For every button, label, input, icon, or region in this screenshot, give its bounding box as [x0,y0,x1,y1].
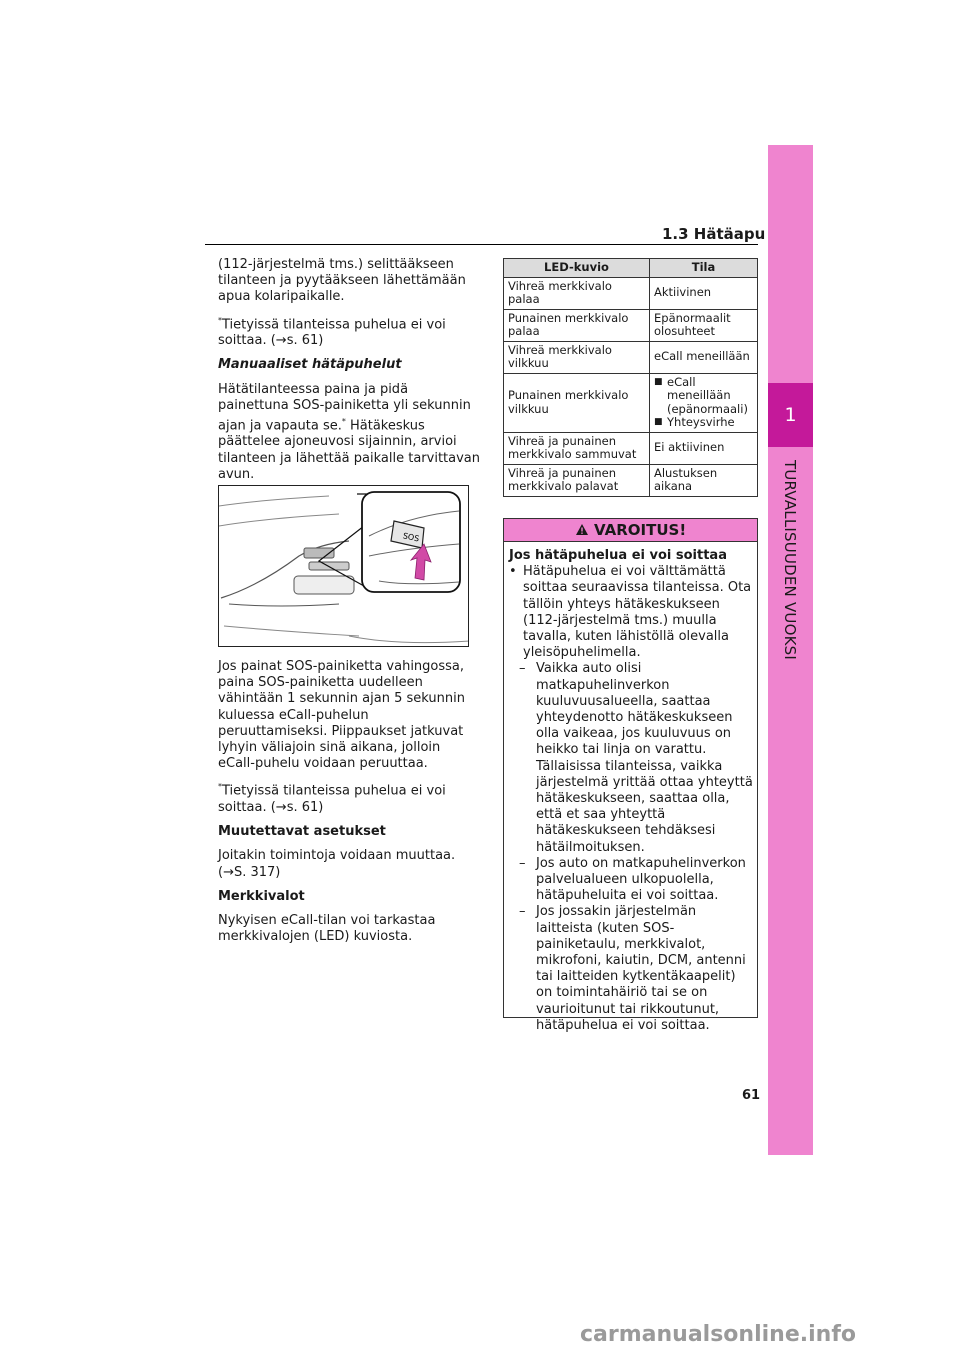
manual-text-b: Hätäkeskus päättelee ajoneuvosi sijainnin, arvioi tilanteen ja lähettää paikalle tarvittavan avun. [218,418,480,482]
table-cell-pattern: Vihreä merkkivalo vilkkuu [504,341,650,373]
state-list-text: eCall meneillään (epänormaali) [667,374,748,416]
warning-title: VAROITUS! [594,521,687,539]
table-cell-pattern: Vihreä merkkivalo palaa [504,277,650,309]
chapter-number-tab: 1 [768,383,813,447]
footnote-2-text: Tietyissä tilanteissa puhelua ei voi soittaa. (→s. 61) [218,783,446,815]
settings-text: Joitakin toimintoja voidaan muuttaa. (→S. 317) [218,848,456,880]
warning-dash-text: Jos jossakin järjestelmän laitteista (kuten SOS-painiketaulu, merkkivalot, mikrofoni, kaiutin, DCM, antenni tai laitteiden kytkentäkaapelit) on toimintahäiriö tai se on vaurioitunut tai rikkoutunut, hätäpuhelua ei voi soittaa. [536,904,746,1033]
warning-heading: Jos hätäpuhelua ei voi soittaa [509,548,727,563]
state-list-item [654,376,753,417]
settings-heading: Muutettavat asetukset [218,824,386,840]
manual-text [218,382,480,484]
overhead-console-drawing [219,486,469,647]
table-header-pattern: LED-kuvio [504,259,650,278]
dash-icon: – [519,904,526,920]
page-number: 61 [742,1088,761,1103]
warning-bullet [509,564,754,661]
footnote-1-text: Tietyissä tilanteissa puhelua ei voi soittaa. (→s. 61) [218,316,446,349]
table-cell-state: Alustuksen aikana [650,464,758,496]
dash-icon: – [519,661,526,677]
state-list-text: Yhteysvirhe [667,415,735,429]
table-header-row [504,259,758,278]
header-rule [205,244,758,245]
manual-heading: Manuaaliset hätäpuhelut [218,357,402,373]
table-cell-state: eCall meneillään [650,341,758,373]
warning-dash-text: Vaikka auto olisi matkapuhelinverkon kuuluvuusalueella, saattaa yhteydenotto hätäkeskukseen olla vaikeaa, jos kuuluvuus on heikko tai linja on varattu. Tällaisissa tilanteissa, vaikka järjestelmä yrittää ottaa yhteyttä hätäkeskukseen, saattaa olla, että et saa yhteyttä hätäkeskukseen tehdäksesi hätäilmoituksen. [536,661,753,855]
warning-dash-item [509,661,754,855]
footnote-mark: * [218,782,222,792]
footnote-mark: * [218,315,222,325]
footnote-2 [218,779,480,816]
table-cell-pattern: Vihreä ja punainen merkkivalo sammuvat [504,432,650,464]
table-cell-pattern: Punainen merkkivalo vilkkuu [504,373,650,432]
square-bullet-icon: ■ [654,376,663,387]
lights-heading: Merkkivalot [218,888,305,904]
table-row [504,309,758,341]
table-cell-state [650,373,758,432]
section-header: 1.3 Hätäapu [662,225,766,243]
left-column-top [218,257,480,483]
table-row [504,277,758,309]
left-column-bottom [218,659,480,945]
led-pattern-table [503,258,758,497]
square-bullet-icon: ■ [654,417,663,427]
warning-bullet-text: Hätäpuhelua ei voi välttämättä soittaa seuraavissa tilanteissa. Ota tällöin yhteys hätäkeskukseen (112-järjestelmä tms.) muulla tavalla, kuten lähistöllä olevalla yleisöpuhelimella. [523,564,752,661]
table-cell-pattern: Vihreä ja punainen merkkivalo palavat [504,464,650,496]
table-header-state: Tila [650,259,758,278]
intro-text: (112-järjestelmä tms.) selittääkseen tilanteen ja pyytääkseen lähettämään apua kolaripaikalle. [218,257,466,305]
footnote-1 [218,313,480,350]
warning-triangle-icon [575,523,589,536]
table-row [504,341,758,373]
footnote-mark: * [341,416,346,426]
table-cell-state: Ei aktiivinen [650,432,758,464]
table-row [504,373,758,432]
table-row [504,464,758,496]
accident-text: Jos painat SOS-painiketta vahingossa, paina SOS-painiketta uudelleen vähintään 1 sekunnin ajan 5 sekunnin kuluessa eCall-puhelun peruuttamiseksi. Piippaukset jatkuvat lyhyin väliajoin sinä aikana, jolloin eCall-puhelu voidaan peruuttaa. [218,659,465,772]
table-cell-state: Aktiivinen [650,277,758,309]
warning-content [509,548,754,1034]
table-cell-state: Epänormaalit olosuhteet [650,309,758,341]
watermark: carmanualsonline.info [580,1322,856,1347]
chapter-title: TURVALLISUUDEN VUOKSI [781,460,799,660]
lights-text: Nykyisen eCall-tilan voi tarkastaa merkkivalojen (LED) kuviosta. [218,912,436,945]
table-row [504,432,758,464]
warning-dash-text: Jos auto on matkapuhelinverkon palvelualueen ulkopuolella, hätäpuheluita ei voi soittaa. [536,855,746,904]
manual-text-a: Hätätilanteessa paina ja pidä painettuna SOS-painiketta yli sekunnin ajan ja vapauta se. [218,381,471,434]
bullet-dot-icon: • [509,564,517,580]
table-cell-pattern: Punainen merkkivalo palaa [504,309,650,341]
sos-label: SOS [402,531,421,544]
dash-icon: – [519,855,526,871]
warning-header [503,518,758,542]
state-list-item [654,416,753,430]
warning-dash-item [509,856,754,905]
warning-dash-item [509,904,754,1034]
sos-button-illustration [218,485,469,647]
